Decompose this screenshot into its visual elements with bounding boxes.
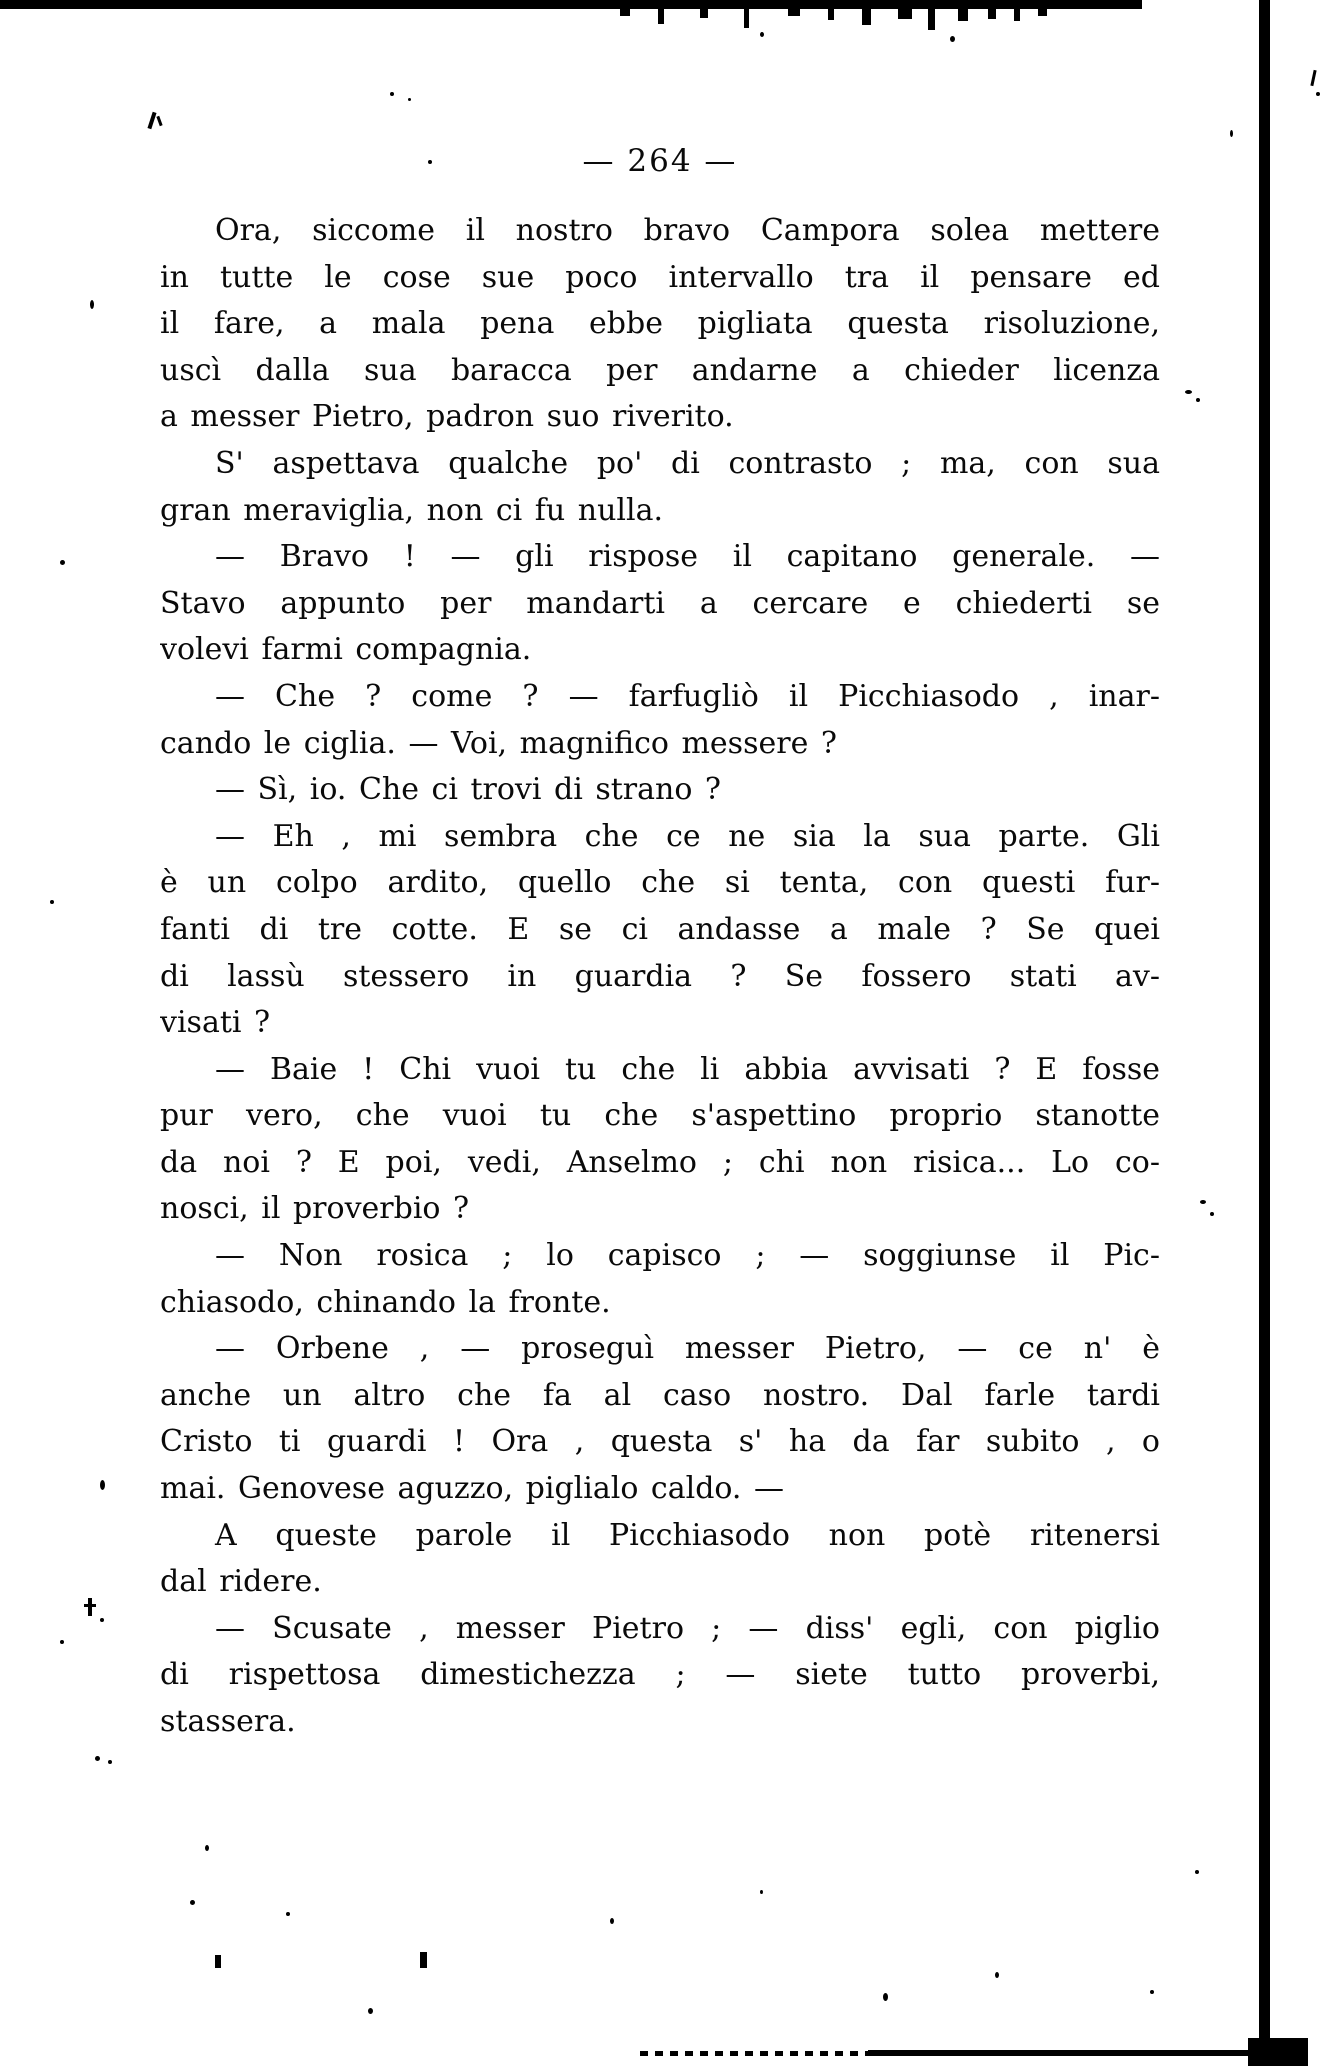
text-line: volevi farmi compagnia. — [160, 632, 532, 668]
ink-speck — [368, 2008, 373, 2014]
ink-speck — [190, 1900, 195, 1905]
ink-splatter — [958, 8, 968, 21]
ink-speck — [108, 1760, 112, 1764]
text-line: di rispettosa dimestichezza ; — siete tutto proverbi, — [160, 1657, 1160, 1693]
ink-splatter — [700, 8, 708, 18]
ink-speck — [610, 1918, 614, 1924]
paragraph — [160, 1513, 1160, 1606]
ink-speck — [1200, 1200, 1206, 1204]
paragraph — [160, 1047, 1160, 1233]
ink-speck — [760, 1890, 763, 1894]
ink-speck — [90, 300, 94, 309]
text-line: visati ? — [160, 1005, 271, 1041]
text-line: — Baie ! Chi vuoi tu che li abbia avvisati ? E fosse — [215, 1051, 1160, 1087]
paragraph — [160, 674, 1160, 767]
text-line: anche un altro che fa al caso nostro. Dal farle tardi — [160, 1377, 1160, 1413]
ink-speck — [1316, 92, 1320, 96]
bottom-edge-line-dashed — [640, 2051, 870, 2056]
ink-speck — [215, 1955, 221, 1968]
text-line: nosci, il proverbio ? — [160, 1191, 470, 1227]
ink-speck — [950, 36, 955, 42]
text-line: mai. Genovese aguzzo, piglialo caldo. — — [160, 1471, 785, 1507]
text-line: gran meraviglia, non ci fu nulla. — [160, 492, 663, 528]
ink-splatter — [658, 9, 664, 24]
text-line: — Che ? come ? — farfugliò il Picchiasodo , inar- — [215, 678, 1160, 714]
ink-speck — [760, 32, 764, 37]
ink-speck — [50, 900, 54, 904]
ink-speck — [205, 1845, 209, 1851]
paragraph — [160, 1326, 1160, 1512]
text-line: chiasodo, chinando la fronte. — [160, 1284, 611, 1320]
text-line: cando le ciglia. — Voi, magnifico messere ? — [160, 725, 837, 761]
paragraph — [160, 767, 1160, 814]
ink-speck — [1310, 70, 1316, 86]
ink-speck — [390, 92, 394, 96]
page-number: — 264 — — [582, 143, 738, 179]
ink-speck — [1196, 398, 1200, 402]
text-line: — Orbene , — proseguì messer Pietro, — ce n' è — [215, 1331, 1160, 1367]
ink-speck — [100, 1618, 104, 1622]
ink-speck — [84, 1604, 96, 1607]
ink-speck — [156, 116, 162, 126]
ink-speck — [1195, 1870, 1199, 1874]
ink-speck — [1210, 1212, 1214, 1216]
ink-splatter — [928, 9, 935, 30]
ink-speck — [408, 98, 411, 101]
paragraph — [160, 534, 1160, 674]
text-line: il fare, a mala pena ebbe pigliata questa risoluzione, — [160, 306, 1160, 342]
text-line: in tutte le cose sue poco intervallo tra il pensare ed — [160, 259, 1160, 295]
ink-speck — [995, 1972, 999, 1978]
ink-splatter — [788, 8, 800, 16]
ink-speck — [1185, 390, 1192, 394]
paragraph — [160, 441, 1160, 534]
ink-splatter — [1014, 8, 1020, 21]
ink-speck — [420, 1952, 427, 1968]
ink-splatter — [898, 8, 912, 19]
ink-splatter — [828, 9, 834, 20]
text-line: S' aspettava qualche po' di contrasto ; ma, con sua — [215, 445, 1160, 481]
text-line: pur vero, che vuoi tu che s'aspettino proprio stanotte — [160, 1098, 1160, 1134]
text-line: — Sì, io. Che ci trovi di strano ? — [215, 772, 722, 808]
right-edge-rule — [1259, 0, 1270, 2066]
text-line: — Non rosica ; lo capisco ; — soggiunse il Pic- — [215, 1238, 1160, 1274]
text-line: stassera. — [160, 1704, 296, 1739]
top-edge-bar — [0, 0, 1142, 9]
text-line: da noi ? E poi, vedi, Anselmo ; chi non risica... Lo co- — [160, 1144, 1160, 1180]
text-line: dal ridere. — [160, 1564, 322, 1600]
ink-speck — [95, 1756, 100, 1761]
ink-speck — [100, 1480, 105, 1490]
text-line: — Eh , mi sembra che ce ne sia la sua parte. Gli — [215, 818, 1160, 854]
ink-speck — [88, 1598, 92, 1616]
text-block — [160, 208, 1160, 1746]
paragraph — [160, 1233, 1160, 1326]
ink-speck — [60, 1640, 64, 1644]
text-line: uscì dalla sua baracca per andarne a chieder licenza — [160, 352, 1160, 388]
bottom-corner-blob — [1248, 2038, 1308, 2066]
text-line: fanti di tre cotte. E se ci andasse a male ? Se quei — [160, 911, 1160, 947]
ink-speck — [60, 560, 65, 565]
ink-speck — [286, 1912, 290, 1916]
paragraph — [160, 814, 1160, 1047]
ink-speck — [1230, 130, 1233, 137]
ink-splatter — [1038, 8, 1047, 16]
text-line: Cristo ti guardi ! Ora , questa s' ha da far subito , o — [160, 1424, 1160, 1460]
text-line: Ora, siccome il nostro bravo Campora solea mettere — [215, 213, 1160, 248]
text-line: di lassù stessero in guardia ? Se fossero stati av- — [160, 958, 1160, 994]
ink-speck — [147, 112, 156, 129]
text-line: — Bravo ! — gli rispose il capitano generale. — — [215, 539, 1160, 575]
ink-splatter — [988, 9, 996, 19]
ink-speck — [883, 1993, 888, 2001]
ink-splatter — [620, 8, 630, 16]
ink-splatter — [862, 8, 871, 25]
paragraph — [160, 208, 1160, 441]
text-line: — Scusate , messer Pietro ; — diss' egli, con piglio — [215, 1610, 1160, 1646]
ink-speck — [1150, 1990, 1154, 1994]
ink-splatter — [744, 9, 749, 28]
text-line: A queste parole il Picchiasodo non potè ritenersi — [215, 1517, 1160, 1553]
text-line: è un colpo ardito, quello che si tenta, con questi fur- — [160, 865, 1160, 901]
bottom-edge-line-solid — [868, 2050, 1296, 2056]
text-line: a messer Pietro, padron suo riverito. — [160, 399, 734, 435]
paragraph — [160, 1606, 1160, 1746]
text-line: Stavo appunto per mandarti a cercare e chiederti se — [160, 585, 1160, 621]
